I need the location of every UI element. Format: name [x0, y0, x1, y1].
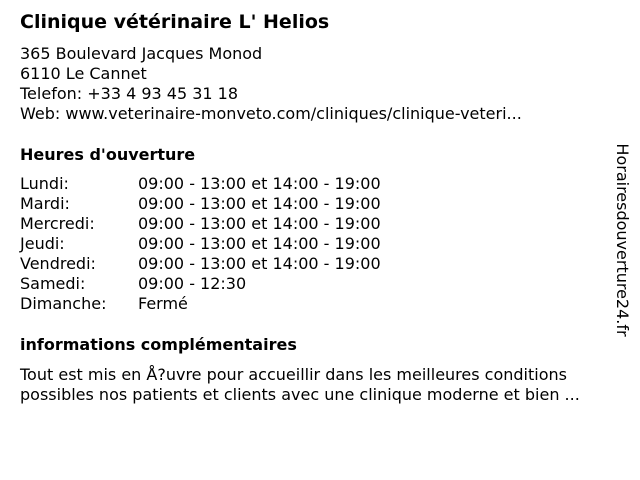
day-label: Dimanche: [20, 294, 107, 313]
contact-block [20, 44, 522, 124]
info-description [20, 365, 580, 405]
time-value: Fermé [138, 294, 188, 313]
website-link[interactable]: Web: www.veterinaire-monveto.com/cliniques/clinique-veteri... [20, 104, 522, 123]
clinic-name: Clinique vétérinaire L' Helios [20, 11, 330, 33]
city-postal: 6110 Le Cannet [20, 64, 147, 83]
day-label: Mardi: [20, 194, 70, 213]
time-value: 09:00 - 13:00 et 14:00 - 19:00 [138, 194, 381, 213]
day-label: Jeudi: [20, 234, 65, 253]
description-line: Tout est mis en Å?uvre pour accueillir dans les meilleures conditions [20, 365, 567, 384]
hours-heading: Heures d'ouverture [20, 145, 196, 164]
day-label: Mercredi: [20, 214, 95, 233]
day-label: Samedi: [20, 274, 86, 293]
time-value: 09:00 - 13:00 et 14:00 - 19:00 [138, 174, 381, 193]
time-value: 09:00 - 13:00 et 14:00 - 19:00 [138, 254, 381, 273]
day-label: Lundi: [20, 174, 69, 193]
time-value: 09:00 - 12:30 [138, 274, 247, 293]
time-value: 09:00 - 13:00 et 14:00 - 19:00 [138, 214, 381, 233]
time-value: 09:00 - 13:00 et 14:00 - 19:00 [138, 234, 381, 253]
street-address: 365 Boulevard Jacques Monod [20, 44, 263, 63]
phone-number: Telefon: +33 4 93 45 31 18 [20, 84, 239, 103]
info-heading: informations complémentaires [20, 335, 297, 354]
watermark-site-name: Horairesdouverture24.fr [613, 143, 632, 337]
day-label: Vendredi: [20, 254, 96, 273]
description-line: possibles nos patients et clients avec une clinique moderne et bien ... [20, 385, 580, 404]
